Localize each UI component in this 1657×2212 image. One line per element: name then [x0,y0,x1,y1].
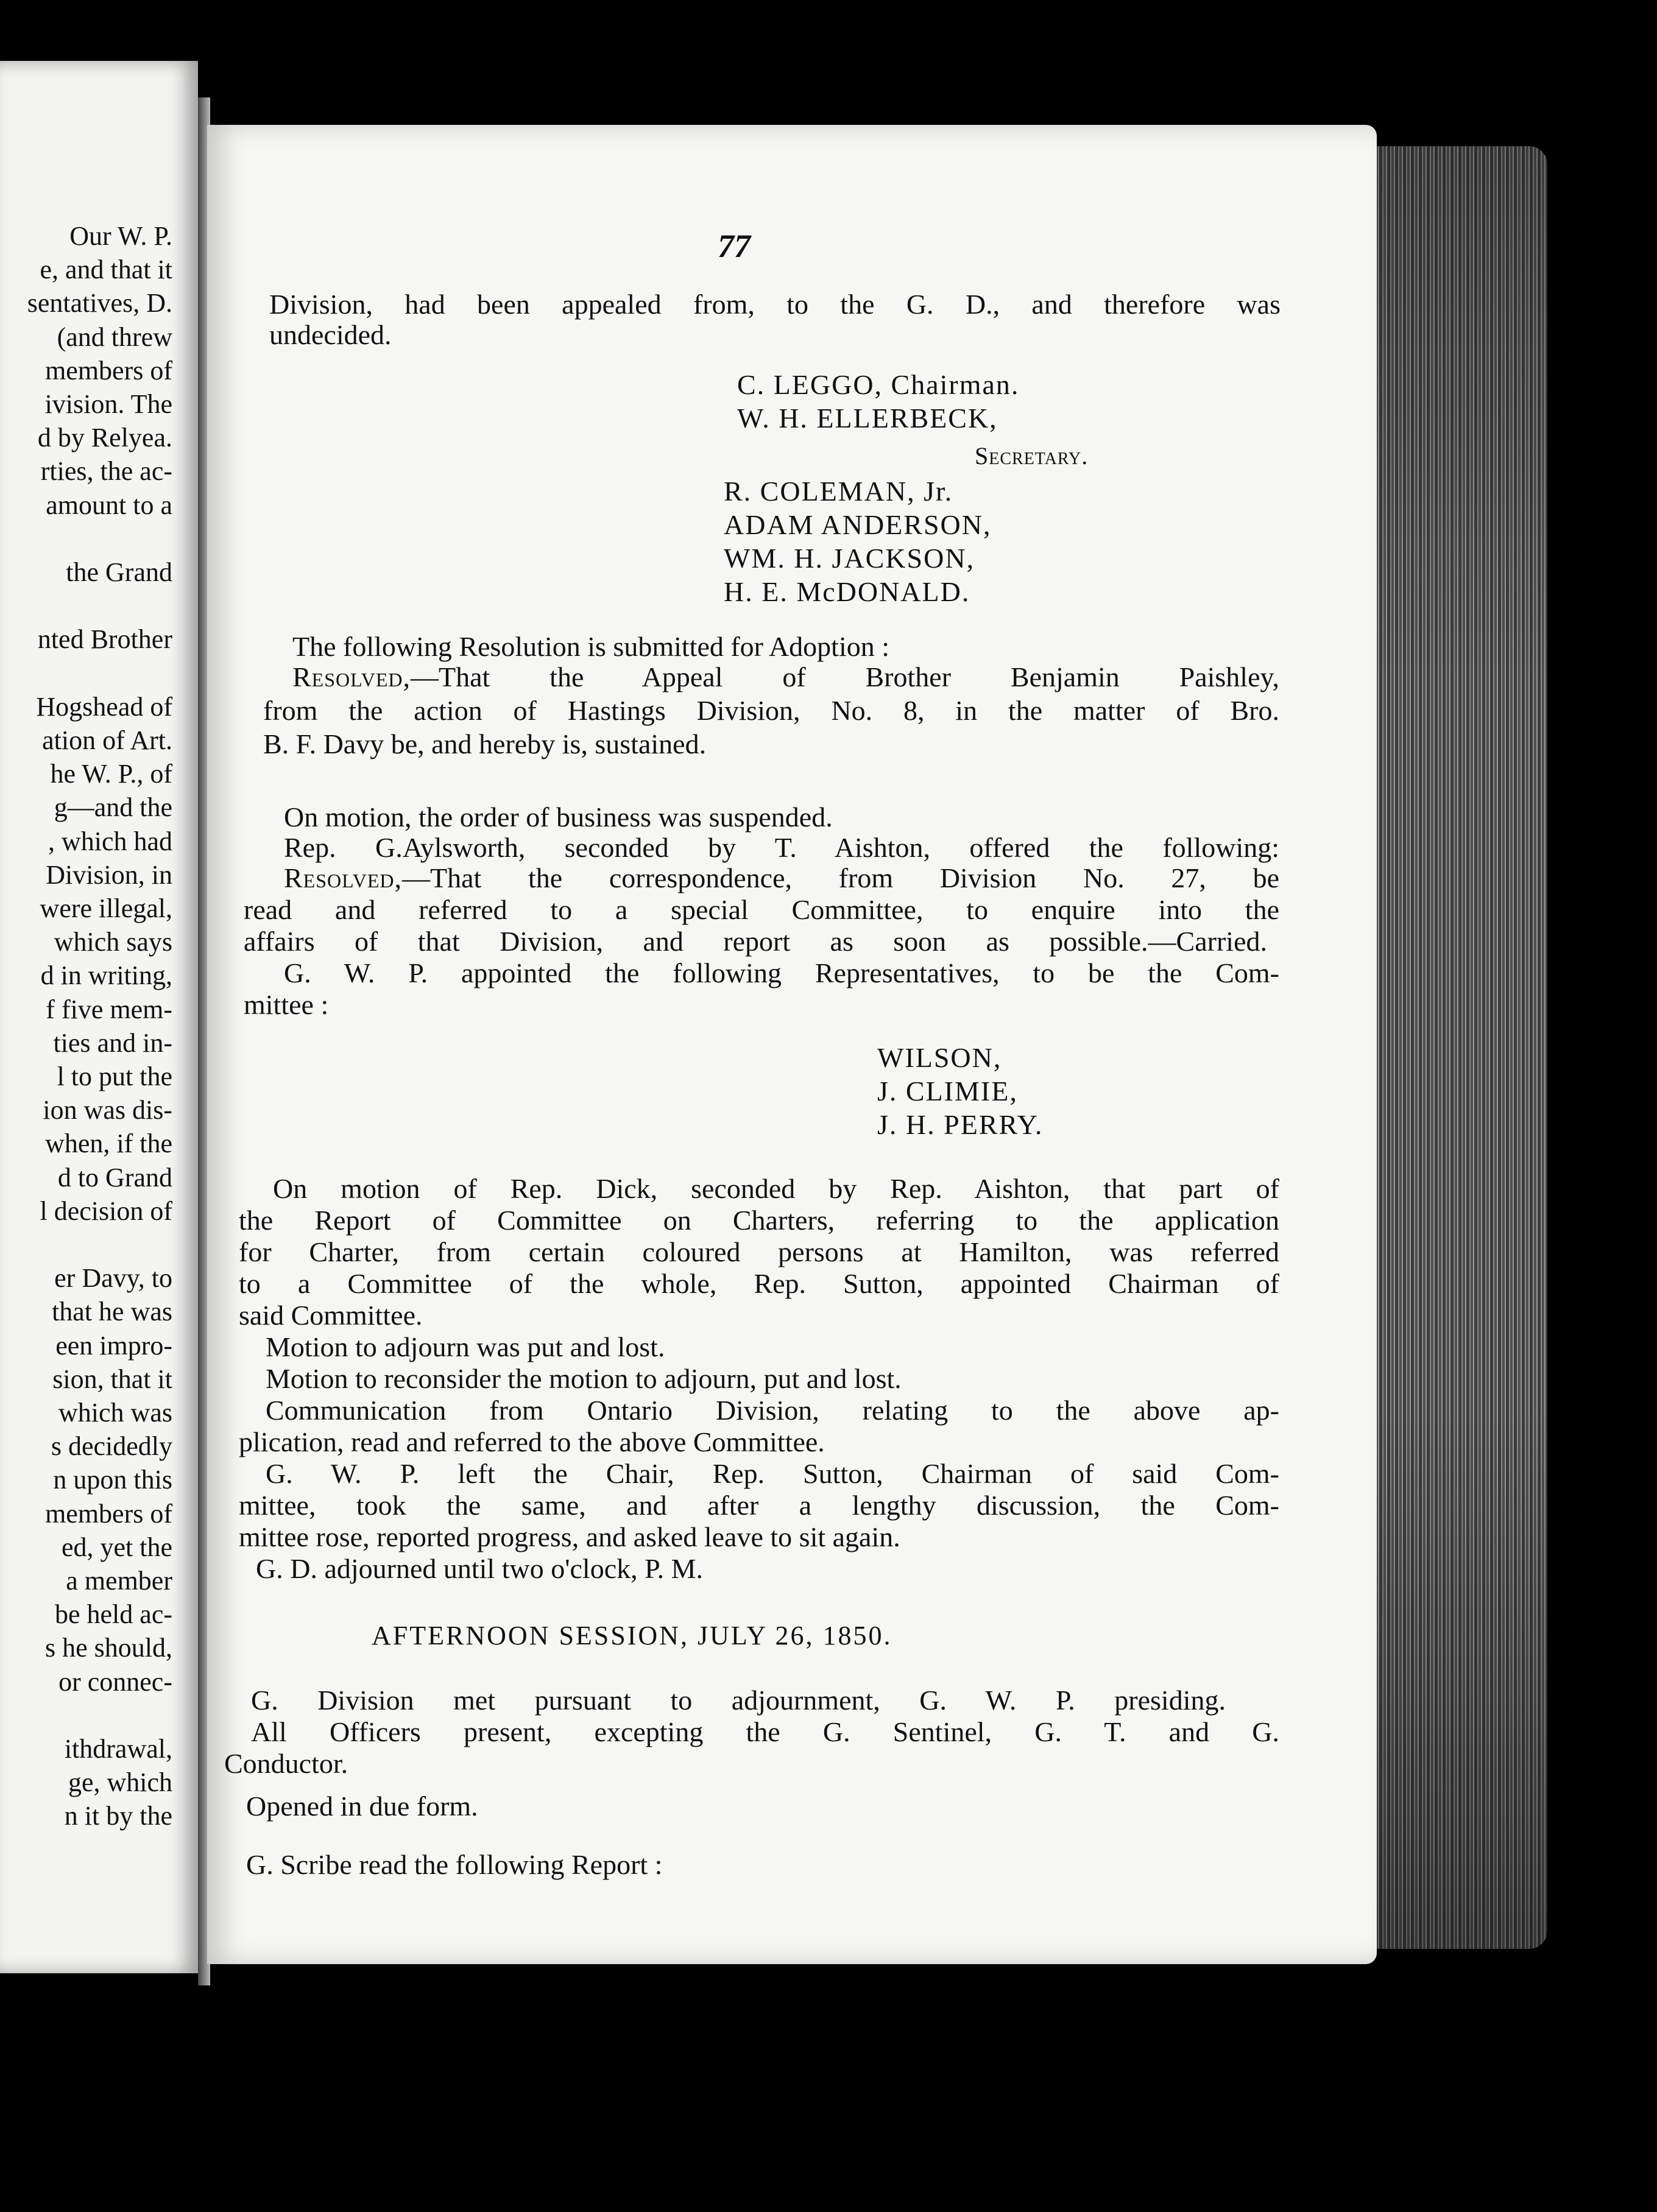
left-page-line: s he should, [45,1633,172,1663]
left-page-line: members of [45,355,172,386]
left-page-line: ge, which [68,1767,172,1798]
signature-line: Secretary. [975,442,1089,470]
signature-line: ADAM ANDERSON, [724,509,992,540]
left-page-line: n upon this [53,1465,172,1495]
resolved-label: Resolved, [284,862,403,893]
text-line [251,1684,1226,1716]
text-line: B. F. Davy be, and hereby is, sustained. [263,728,707,759]
resolved-label: Resolved, [292,661,411,692]
text-line [251,1716,1279,1748]
text-line [284,831,1279,864]
left-page-line: nted Brother [37,624,172,655]
text-line: affairs of that Division, and report as soon as possible.—Carried. [244,926,1267,957]
text-line: Rep. G.Aylsworth, seconded by T. Aishton, offered the following: [284,832,1279,863]
text-line: for Charter, from certain coloured persons at Hamilton, was referred [239,1236,1279,1267]
text-line [244,925,1267,957]
left-page-line: d to Grand [57,1162,172,1192]
text-line: to a Committee of the whole, Rep. Sutton, appointed Chairman of [239,1268,1279,1299]
left-page-line: sentatives, D. [27,288,172,319]
left-page-line: which says [54,927,172,957]
left-page-line: ation of Art. [42,725,172,755]
text-line: said Committee. [239,1300,423,1331]
text-line [239,1204,1279,1236]
text-line: undecided. [269,319,392,350]
text-line: from the action of Hastings Division, No. 8, in the matter of Bro. [263,695,1279,726]
left-page-line: (and threw [57,322,172,352]
text-line: On motion, the order of business was suspended. [284,801,833,833]
text-span: —That the correspondence, from Division No. 27, be [402,862,1279,893]
left-page-line: ivision. The [44,389,172,419]
text-line [273,1172,1279,1205]
left-page-line: Hogshead of [36,691,172,722]
text-line [239,1236,1279,1268]
left-page-line: l to put the [57,1062,172,1091]
committee-name: J. H. PERRY. [877,1109,1044,1140]
text-line [263,694,1279,727]
left-page-line: er Davy, to [54,1263,172,1294]
left-page-line: Division, in [46,859,172,890]
left-page-line: , which had [48,826,172,856]
signature-line: R. COLEMAN, Jr. [724,476,953,507]
signature-line: W. H. ELLERBECK, [737,403,998,434]
text-line: The following Resolution is submitted for Adoption : [292,631,890,662]
left-page-line: or connec- [58,1666,172,1697]
left-page-line: that he was [52,1297,172,1327]
committee-name: J. CLIMIE, [877,1076,1018,1107]
signature-line: C. LEGGO, Chairman. [737,369,1020,400]
left-page-line: f five mem- [46,994,172,1024]
left-page-line: d by Relyea. [37,423,172,453]
text-line [284,862,1279,894]
text-line: Motion to reconsider the motion to adjourn, put and lost. [266,1363,902,1394]
left-page-line: e, and that it [40,255,172,285]
text-line: mittee : [244,989,329,1020]
text-line: read and referred to a special Committee, to enquire into the [244,894,1279,925]
text-line: Division, had been appealed from, to the G. D., and therefore was [269,289,1281,320]
text-line: G. D. adjourned until two o'clock, P. M. [256,1553,704,1584]
text-line: plication, read and referred to the above Committee. [239,1426,825,1457]
text-line: G. W. P. left the Chair, Rep. Sutton, Chairman of said Com- [266,1458,1279,1489]
text-line: Motion to adjourn was put and lost. [266,1331,665,1362]
left-page-line: g—and the [54,792,172,823]
text-span: —That the Appeal of Brother Benjamin Paishley, [411,661,1279,692]
left-page-line: rties, the ac- [40,456,172,487]
text-line [269,288,1281,320]
signature-line: H. E. McDONALD. [724,576,970,607]
text-line: mittee rose, reported progress, and asked leave to sit again. [239,1521,900,1552]
left-page-line: Our W. P. [69,221,172,251]
text-line: All Officers present, excepting the G. Sentinel, G. T. and G. [251,1716,1279,1747]
left-page-line: een impro- [55,1330,172,1361]
left-page-line: d in writing, [40,960,172,991]
text-line [292,661,1279,693]
text-line: On motion of Rep. Dick, seconded by Rep. Aishton, that part of [273,1173,1279,1204]
committee-name: WILSON, [877,1042,1002,1073]
session-heading: AFTERNOON SESSION, JULY 26, 1850. [372,1621,892,1650]
left-page-line: s decidedly [51,1431,172,1462]
left-page-line: ithdrawal, [64,1734,172,1764]
text-line [244,893,1279,926]
left-page-line: were illegal, [40,893,172,923]
text-line: the Report of Committee on Charters, referring to the application [239,1205,1279,1236]
left-page-line: sion, that it [52,1364,172,1394]
text-line [266,1394,1279,1426]
left-page-line: ion was dis- [43,1095,172,1125]
left-page-line: a member [66,1566,172,1596]
left-page-line: he W. P., of [50,759,172,789]
text-line: Opened in due form. [246,1791,478,1822]
left-page-line: which was [58,1398,172,1428]
signature-line: WM. H. JACKSON, [724,543,975,574]
left-page-line: ties and in- [53,1027,172,1058]
text-line: mittee, took the same, and after a lengthy discussion, the Com- [239,1490,1279,1521]
left-page-line: n it by the [64,1801,172,1831]
text-line [239,1489,1279,1521]
left-page-line: the Grand [66,557,172,587]
text-line [266,1457,1279,1490]
left-page-line: l decision of [40,1196,172,1226]
left-page-line: be held ac- [55,1599,172,1630]
text-line [284,957,1279,989]
left-page-line: amount to a [46,490,172,520]
page-number: 77 [718,228,751,264]
text-line: Conductor. [224,1748,348,1779]
left-page [0,61,198,1973]
text-line: Communication from Ontario Division, relating to the above ap- [266,1395,1279,1426]
left-page-line: when, if the [45,1129,172,1159]
text-line [239,1267,1279,1300]
text-line: G. Scribe read the following Report : [246,1849,663,1880]
left-page-line: members of [45,1498,172,1529]
text-line: G. W. P. appointed the following Representatives, to be the Com- [284,957,1279,988]
text-line: G. Division met pursuant to adjournment, G. W. P. presiding. [251,1685,1226,1716]
right-page [207,125,1377,1964]
left-page-line: ed, yet the [61,1532,172,1562]
